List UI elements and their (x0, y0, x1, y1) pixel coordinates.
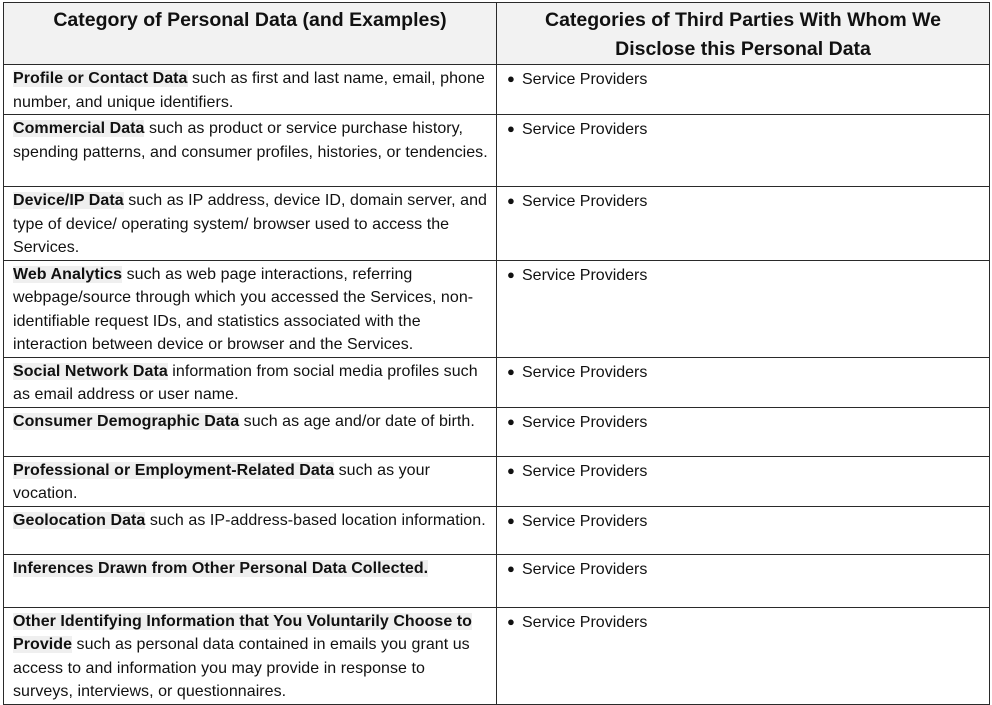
bullet-icon: ● (507, 363, 515, 379)
third-party-label: Service Providers (522, 121, 648, 138)
table-row (4, 115, 990, 187)
category-cell (4, 554, 497, 607)
third-party-cell (497, 115, 990, 187)
category-term: Commercial Data (13, 120, 145, 137)
category-description: such as IP address, device ID, domain server, and type of device/ operating system/ browser used to access the Services. (13, 192, 487, 256)
category-cell (4, 607, 497, 704)
third-party-cell (497, 407, 990, 456)
category-term: Other Identifying Information that You Voluntarily Choose to Provide (13, 612, 472, 653)
table-row (4, 407, 990, 456)
category-cell (4, 115, 497, 187)
bullet-icon: ● (507, 512, 515, 528)
bullet-icon: ● (507, 266, 515, 282)
table-row (4, 506, 990, 554)
category-cell (4, 357, 497, 407)
category-description: such as product or service purchase history, spending patterns, and consumer profiles, histories, or tendencies. (13, 120, 488, 161)
category-cell (4, 187, 497, 261)
category-term: Web Analytics (13, 265, 123, 283)
personal-data-table (3, 2, 990, 705)
category-description: such as age and/or date of birth. (239, 412, 475, 430)
bullet-icon: ● (507, 560, 515, 576)
bullet-icon: ● (507, 193, 515, 208)
category-cell (4, 506, 497, 554)
third-party-cell (497, 187, 990, 261)
table-header-row (4, 3, 990, 65)
table-row (4, 357, 990, 407)
table-row (4, 260, 990, 357)
category-description: such as personal data contained in emails you grant us access to and information you may provide in response to surveys, interviews, or questionnaires. (13, 636, 470, 700)
category-term: Inferences Drawn from Other Personal Data Collected. (13, 559, 429, 577)
third-party-cell (497, 506, 990, 554)
category-description: such as first and last name, email, phone number, and unique identifiers. (13, 70, 485, 111)
third-party-cell (497, 607, 990, 704)
bullet-icon: ● (507, 71, 515, 86)
category-term: Social Network Data (13, 362, 168, 380)
category-term: Device/IP Data (13, 192, 124, 209)
category-cell (4, 260, 497, 357)
table-row (4, 65, 990, 115)
third-party-label: Service Providers (522, 613, 648, 631)
table-row (4, 456, 990, 506)
header-third-parties: Categories of Third Parties With Whom We Disclose this Personal Data (497, 3, 990, 65)
header-category: Category of Personal Data (and Examples) (4, 3, 497, 65)
category-term: Professional or Employment-Related Data (13, 461, 335, 479)
category-cell (4, 407, 497, 456)
bullet-icon: ● (507, 121, 515, 136)
bullet-icon: ● (507, 413, 515, 429)
third-party-label: Service Providers (522, 462, 648, 480)
category-cell (4, 65, 497, 115)
third-party-label: Service Providers (522, 266, 648, 284)
third-party-cell (497, 357, 990, 407)
table-row (4, 187, 990, 261)
category-description: such as your vocation. (13, 461, 430, 502)
third-party-label: Service Providers (522, 71, 648, 88)
third-party-cell (497, 65, 990, 115)
category-term: Geolocation Data (13, 511, 146, 529)
category-description: information from social media profiles such as email address or user name. (13, 362, 478, 403)
third-party-cell (497, 554, 990, 607)
table-row (4, 554, 990, 607)
category-term: Profile or Contact Data (13, 70, 188, 87)
third-party-cell (497, 456, 990, 506)
category-description: such as IP-address-based location information. (145, 511, 486, 529)
third-party-label: Service Providers (522, 512, 648, 530)
bullet-icon: ● (507, 462, 515, 478)
third-party-cell (497, 260, 990, 357)
category-term: Consumer Demographic Data (13, 412, 240, 430)
category-cell (4, 456, 497, 506)
third-party-label: Service Providers (522, 363, 648, 381)
table-row (4, 607, 990, 704)
category-description: such as web page interactions, referring webpage/source through which you accessed the Services, non-identifiable request IDs, and statistics associated with the interaction between device or browser and the Services. (13, 265, 474, 353)
bullet-icon: ● (507, 613, 515, 629)
third-party-label: Service Providers (522, 560, 648, 578)
third-party-label: Service Providers (522, 413, 648, 431)
third-party-label: Service Providers (522, 193, 648, 210)
